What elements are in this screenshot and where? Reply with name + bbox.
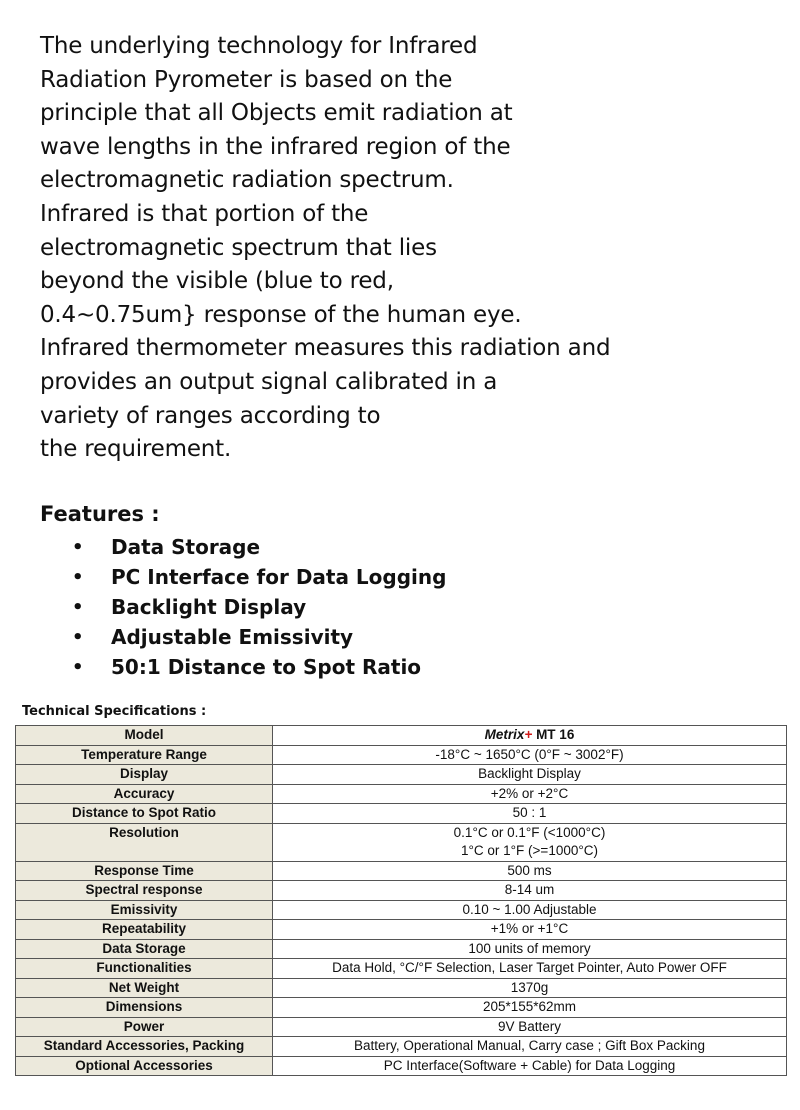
spec-label: Power [16,1017,273,1037]
features-list [72,532,446,682]
feature-label: Data Storage [111,535,261,559]
table-row [16,726,787,746]
spec-label: Functionalities [16,959,273,979]
intro-line: Infrared is that portion of the [40,200,369,227]
spec-value: PC Interface(Software + Cable) for Data Logging [273,1056,787,1076]
feature-item [72,562,446,592]
table-row [16,881,787,901]
spec-label: Net Weight [16,978,273,998]
table-row [16,978,787,998]
spec-value: -18°C ~ 1650°C (0°F ~ 3002°F) [273,745,787,765]
brand-name: Metrix [484,727,525,742]
spec-label: Temperature Range [16,745,273,765]
table-row [16,861,787,881]
spec-label: Emissivity [16,900,273,920]
feature-label: Adjustable Emissivity [111,625,354,649]
intro-line: electromagnetic radiation spectrum. [40,167,454,194]
spec-value: Data Hold, °C/°F Selection, Laser Target Pointer, Auto Power OFF [273,959,787,979]
feature-label: 50:1 Distance to Spot Ratio [111,655,422,679]
spec-label: Dimensions [16,998,273,1018]
intro-line: principle that all Objects emit radiation at [40,100,513,127]
intro-line: Radiation Pyrometer is based on the [40,66,453,93]
spec-value: 1370g [273,978,787,998]
table-row [16,1017,787,1037]
intro-line: beyond the visible (blue to red, [40,268,394,295]
table-row [16,920,787,940]
spec-table [15,725,787,1076]
spec-label: Model [16,726,273,746]
model-name: MT 16 [532,727,575,742]
intro-line: The underlying technology for Infrared [40,33,478,59]
spec-value: 9V Battery [273,1017,787,1037]
intro-paragraph [40,30,660,467]
intro-line: provides an output signal calibrated in a [40,368,498,395]
table-row [16,784,787,804]
spec-value: 50 : 1 [273,804,787,824]
feature-label: PC Interface for Data Logging [111,565,447,589]
intro-line: the requirement. [40,436,232,463]
feature-item [72,532,446,562]
bullet-icon: • [72,626,84,648]
table-row [16,939,787,959]
table-row [16,998,787,1018]
spec-value: +2% or +2°C [273,784,787,804]
feature-item [72,622,446,652]
spec-label: Resolution [16,823,273,861]
spec-value: 100 units of memory [273,939,787,959]
feature-item [72,592,446,622]
bullet-icon: • [72,536,84,558]
spec-value: 8-14 um [273,881,787,901]
spec-value: Battery, Operational Manual, Carry case ; Gift Box Packing [273,1037,787,1057]
model-value [273,726,787,746]
spec-label: Optional Accessories [16,1056,273,1076]
table-row [16,1037,787,1057]
brand-plus: + [524,727,533,742]
feature-label: Backlight Display [111,595,307,619]
spec-value-line: 1°C or 1°F (>=1000°C) [460,843,598,858]
spec-heading: Technical Specifications : [22,704,207,719]
feature-item [72,652,446,682]
spec-value: Backlight Display [273,765,787,785]
table-row [16,959,787,979]
spec-label: Standard Accessories, Packing [16,1037,273,1057]
table-row [16,765,787,785]
spec-label: Display [16,765,273,785]
spec-value: 205*155*62mm [273,998,787,1018]
spec-label: Repeatability [16,920,273,940]
spec-label: Distance to Spot Ratio [16,804,273,824]
spec-label: Spectral response [16,881,273,901]
spec-label: Data Storage [16,939,273,959]
bullet-icon: • [72,596,84,618]
spec-value: 500 ms [273,861,787,881]
table-row [16,900,787,920]
features-heading: Features : [40,502,160,526]
intro-line: 0.4~0.75um} response of the human eye. [40,301,522,328]
intro-line: Infrared thermometer measures this radiation and [40,335,611,362]
spec-value [273,823,787,861]
bullet-icon: • [72,566,84,588]
spec-value: +1% or +1°C [273,920,787,940]
bullet-icon: • [72,656,84,678]
table-row [16,804,787,824]
table-row [16,823,787,861]
spec-label: Accuracy [16,784,273,804]
table-row [16,745,787,765]
intro-line: electromagnetic spectrum that lies [40,234,437,261]
spec-label: Response Time [16,861,273,881]
spec-value-line: 0.1°C or 0.1°F (<1000°C) [453,824,606,840]
intro-line: wave lengths in the infrared region of the [40,133,511,160]
table-row [16,1056,787,1076]
intro-line: variety of ranges according to [40,402,381,429]
spec-value: 0.10 ~ 1.00 Adjustable [273,900,787,920]
